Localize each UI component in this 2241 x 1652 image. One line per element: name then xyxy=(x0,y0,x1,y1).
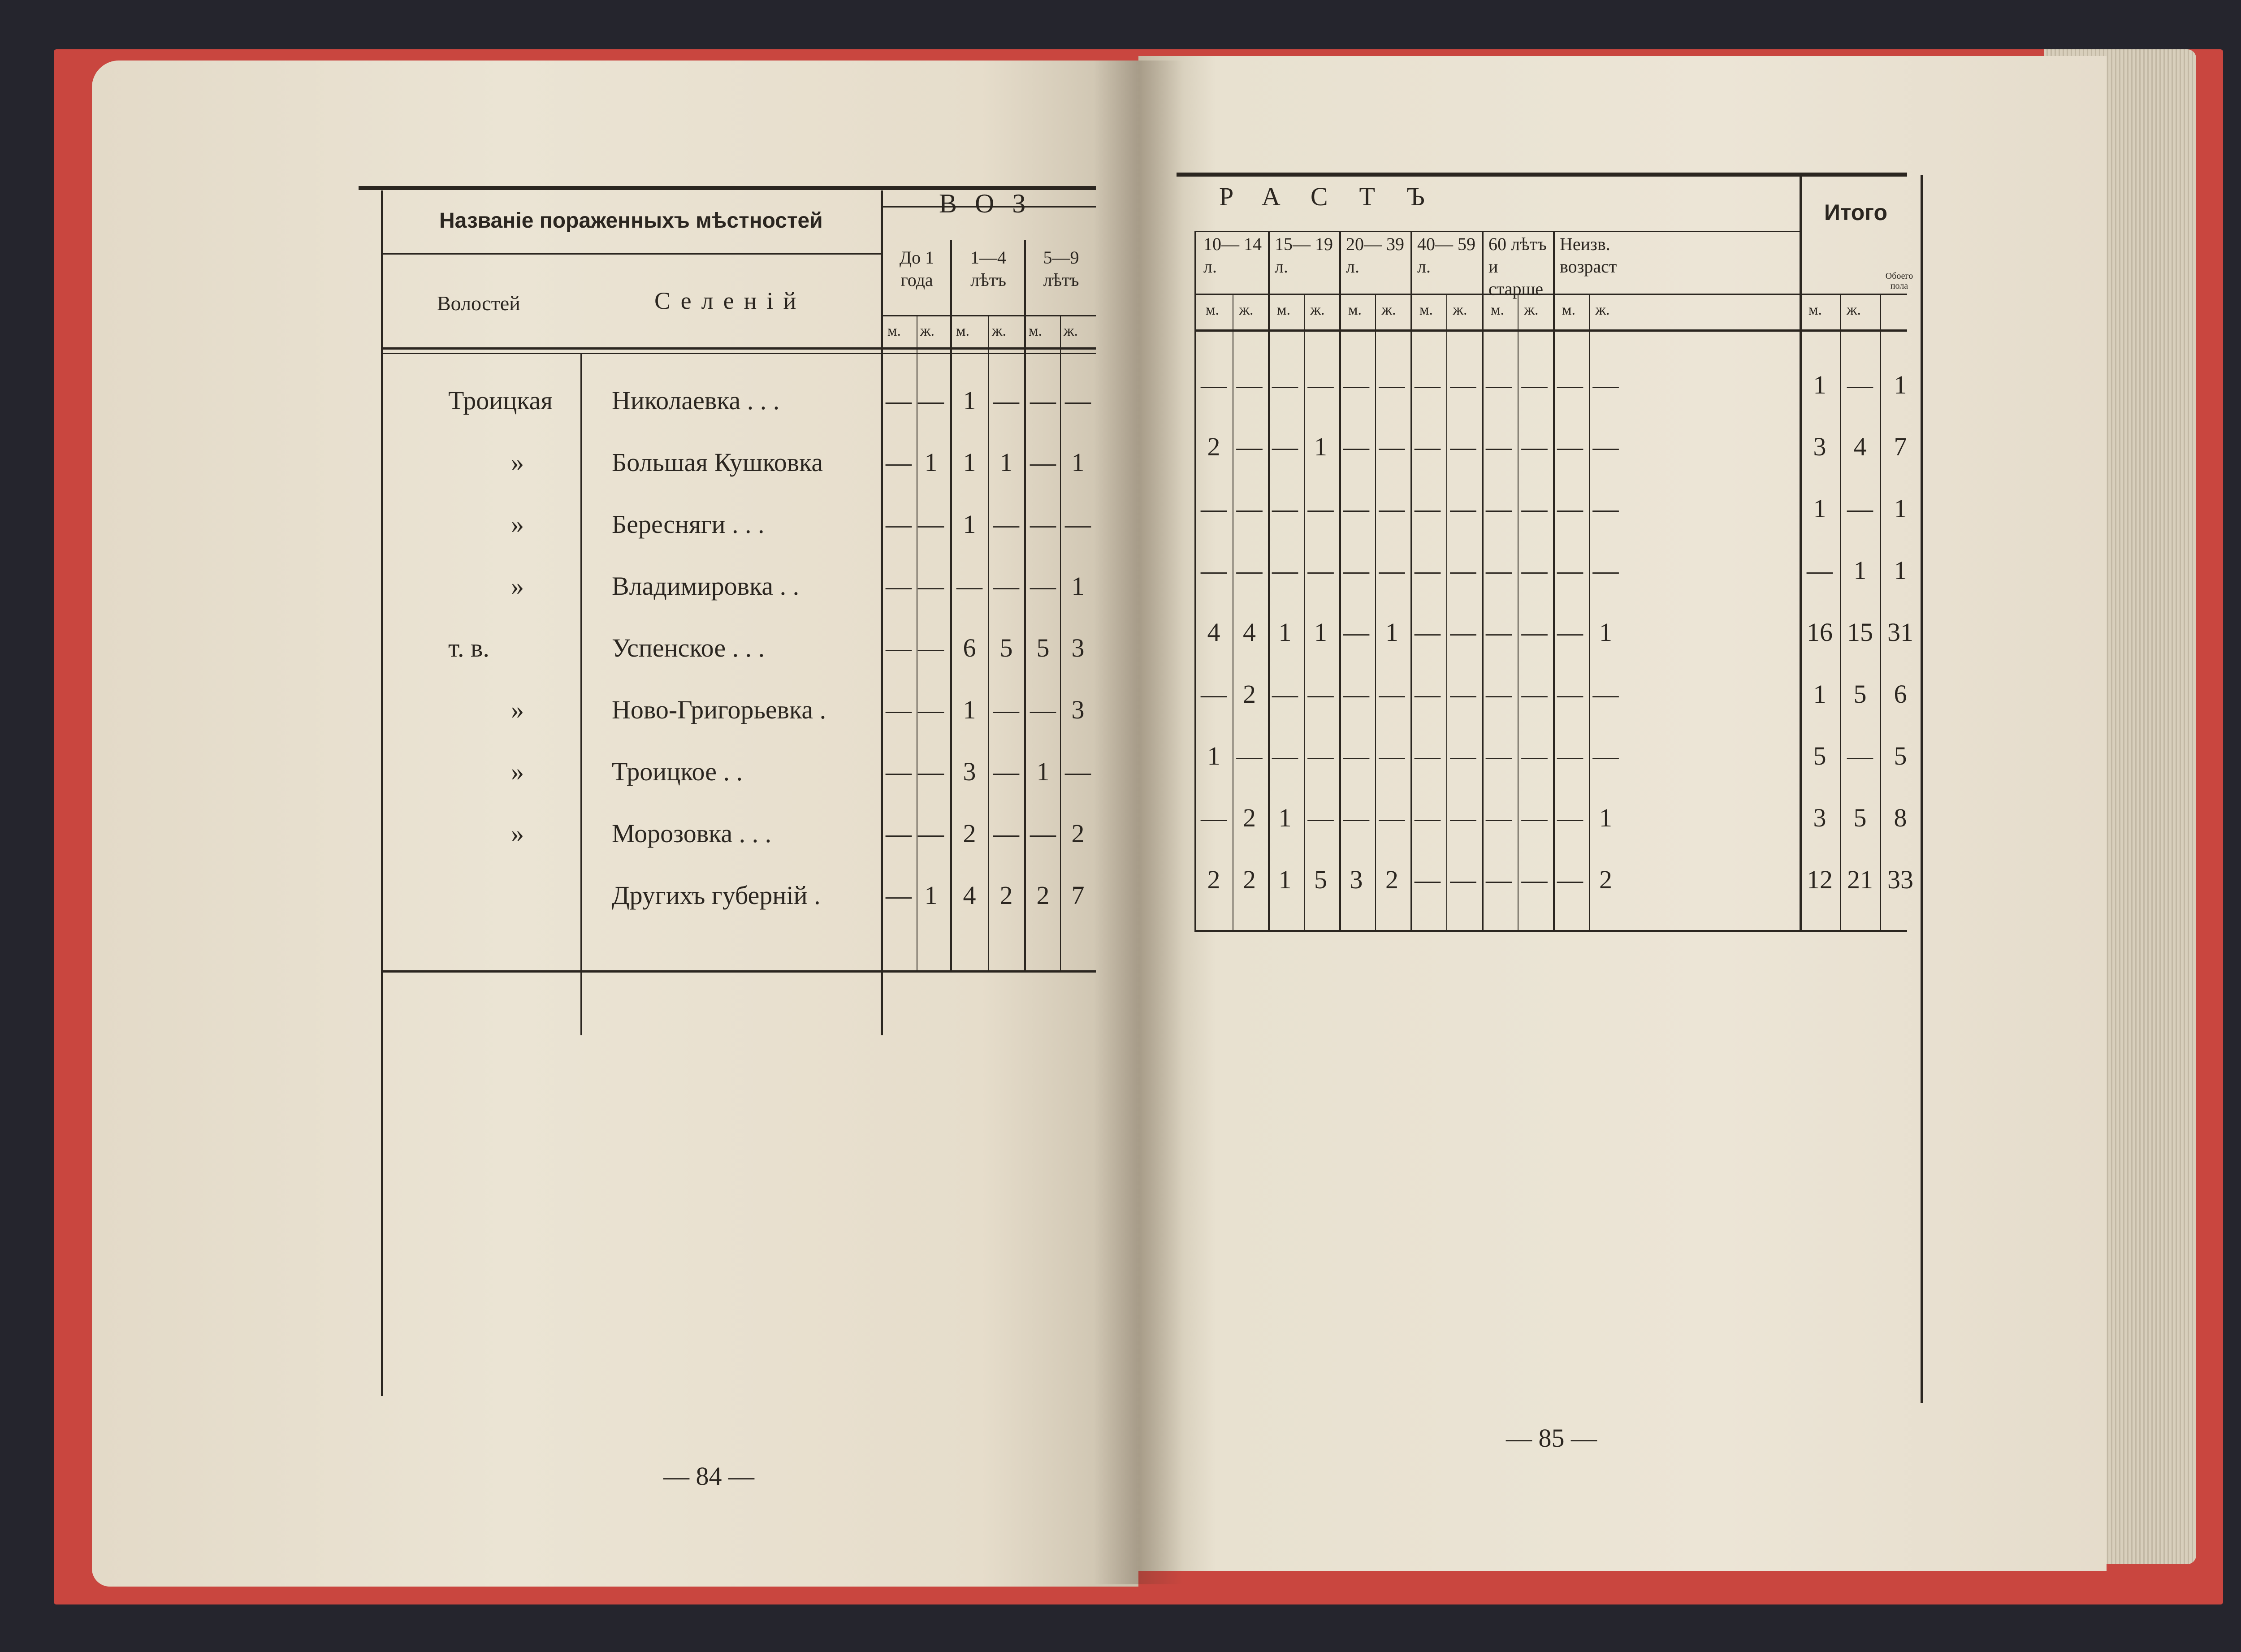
value-cell: — xyxy=(1486,865,1512,894)
value-cell: — xyxy=(1415,679,1441,709)
top-rule xyxy=(1177,173,1907,177)
value-cell: 1 xyxy=(963,386,976,415)
value-cell: 3 xyxy=(1813,803,1826,832)
sex-label: ж. xyxy=(992,323,1006,339)
value-cell: — xyxy=(918,695,944,724)
value-cell: — xyxy=(1343,556,1369,585)
value-cell: — xyxy=(1450,679,1476,709)
value-cell: 1 xyxy=(1278,803,1292,832)
value-cell: — xyxy=(1415,432,1441,461)
value-cell: 1 xyxy=(1314,618,1327,647)
value-cell: 2 xyxy=(1243,679,1256,709)
sex-col-divider xyxy=(1060,316,1061,970)
value-cell: — xyxy=(1343,741,1369,770)
selo-cell: Морозовка . . . xyxy=(612,819,772,848)
value-cell: 4 xyxy=(963,881,976,910)
value-cell: 1 xyxy=(1278,618,1292,647)
value-cell: — xyxy=(993,695,1019,724)
value-cell: — xyxy=(1201,370,1227,399)
value-cell: — xyxy=(1272,494,1298,523)
left-page xyxy=(92,61,1138,1587)
value-cell: 1 xyxy=(1207,741,1220,770)
volost-cell: Троицкая xyxy=(448,386,553,415)
value-cell: — xyxy=(1415,741,1441,770)
value-cell: — xyxy=(1379,432,1405,461)
age-group-header: 1—4 лѣтъ xyxy=(970,247,1006,290)
value-cell: 1 xyxy=(1894,370,1907,399)
value-cell: 1 xyxy=(1894,556,1907,585)
value-cell: — xyxy=(1521,679,1548,709)
value-cell: 3 xyxy=(1071,633,1085,662)
value-cell: — xyxy=(1592,432,1619,461)
value-cell: 1 xyxy=(999,448,1013,477)
total-col-divider xyxy=(1880,294,1881,930)
right-page xyxy=(1138,56,2107,1571)
value-cell: — xyxy=(1379,556,1405,585)
value-cell: 1 xyxy=(1853,556,1867,585)
value-cell: 1 xyxy=(924,448,938,477)
age-group-header: 10— 14 л. xyxy=(1203,234,1262,277)
value-cell: 1 xyxy=(1278,865,1292,894)
value-cell: — xyxy=(1521,432,1548,461)
value-cell: 1 xyxy=(1071,448,1085,477)
value-cell: 1 xyxy=(1599,618,1612,647)
volost-cell: » xyxy=(511,448,524,477)
value-cell: 2 xyxy=(1071,819,1085,848)
value-cell: — xyxy=(993,757,1019,786)
value-cell: — xyxy=(1415,618,1441,647)
volost-cell: т. в. xyxy=(448,633,489,662)
value-cell: — xyxy=(1450,618,1476,647)
value-cell: 2 xyxy=(1599,865,1612,894)
col-header-selo: Селеній xyxy=(654,287,806,314)
value-cell: — xyxy=(1272,370,1298,399)
sex-label: м. xyxy=(956,323,970,339)
value-cell: 21 xyxy=(1847,865,1873,894)
selo-cell: Николаевка . . . xyxy=(612,386,780,415)
value-cell: 3 xyxy=(1071,695,1085,724)
value-cell: — xyxy=(886,633,912,662)
value-cell: — xyxy=(1030,819,1056,848)
value-cell: — xyxy=(993,386,1019,415)
value-cell: — xyxy=(1592,494,1619,523)
value-cell: 3 xyxy=(1350,865,1363,894)
value-cell: 4 xyxy=(1853,432,1867,461)
value-cell: — xyxy=(1379,741,1405,770)
value-cell: — xyxy=(1415,370,1441,399)
value-cell: — xyxy=(886,448,912,477)
sex-label: ж. xyxy=(1595,302,1610,318)
value-cell: 5 xyxy=(1853,803,1867,832)
value-cell: — xyxy=(886,695,912,724)
value-cell: 1 xyxy=(963,695,976,724)
value-cell: — xyxy=(1343,494,1369,523)
left-frame-rule xyxy=(1194,231,1196,930)
value-cell: — xyxy=(1521,618,1548,647)
value-cell: 1 xyxy=(1813,679,1826,709)
value-cell: — xyxy=(918,386,944,415)
value-cell: — xyxy=(1450,432,1476,461)
value-cell: — xyxy=(1486,741,1512,770)
total-col-divider xyxy=(1840,294,1841,930)
sex-col-divider xyxy=(988,316,989,970)
value-cell: — xyxy=(886,510,912,539)
value-cell: — xyxy=(918,571,944,601)
value-cell: — xyxy=(956,571,982,601)
value-cell: — xyxy=(1450,803,1476,832)
selo-cell: Бересняги . . . xyxy=(612,510,765,539)
value-cell: 6 xyxy=(1894,679,1907,709)
value-cell: — xyxy=(1415,803,1441,832)
sex-col-divider xyxy=(1446,294,1447,930)
value-cell: — xyxy=(1379,803,1405,832)
value-cell: 1 xyxy=(1813,370,1826,399)
volost-cell: » xyxy=(511,819,524,848)
value-cell: — xyxy=(1030,571,1056,601)
sex-row-rule xyxy=(883,315,1096,316)
value-cell: 3 xyxy=(1813,432,1826,461)
value-cell: 1 xyxy=(1036,757,1050,786)
value-cell: 1 xyxy=(963,448,976,477)
sex-label: ж. xyxy=(920,323,934,339)
age-group-header: 20— 39 л. xyxy=(1346,234,1404,277)
value-cell: 5 xyxy=(1853,679,1867,709)
value-cell: — xyxy=(1379,370,1405,399)
age-group-header: До 1 года xyxy=(899,247,934,290)
table-title: Названіе пораженныхъ мѣстностей xyxy=(439,209,823,233)
sex-label: ж. xyxy=(1064,323,1078,339)
value-cell: — xyxy=(886,386,912,415)
value-cell: — xyxy=(1030,695,1056,724)
volost-cell: » xyxy=(511,757,524,786)
sex-label: м. xyxy=(1029,323,1043,339)
col-header-volost: Волостей xyxy=(437,292,520,315)
total-header: Итого xyxy=(1824,200,1888,225)
value-cell: — xyxy=(993,819,1019,848)
sex-label: м. xyxy=(1491,302,1505,318)
value-cell: — xyxy=(1236,556,1263,585)
value-cell: — xyxy=(1847,370,1873,399)
volost-cell: » xyxy=(511,571,524,601)
value-cell: — xyxy=(1521,494,1548,523)
value-cell: — xyxy=(918,819,944,848)
value-cell: — xyxy=(1557,741,1583,770)
value-cell: — xyxy=(1557,803,1583,832)
value-cell: — xyxy=(918,633,944,662)
value-cell: 5 xyxy=(1894,741,1907,770)
value-cell: 7 xyxy=(1071,881,1085,910)
sex-label: м. xyxy=(1419,302,1433,318)
selo-cell: Владимировка . . xyxy=(612,571,800,601)
value-cell: — xyxy=(1847,741,1873,770)
value-cell: 1 xyxy=(1314,432,1327,461)
value-cell: — xyxy=(1521,370,1548,399)
value-cell: — xyxy=(886,757,912,786)
value-cell: — xyxy=(1486,494,1512,523)
sex-label: м. xyxy=(1277,302,1291,318)
value-cell: — xyxy=(1272,432,1298,461)
selo-cell: Большая Кушковка xyxy=(612,448,823,477)
value-cell: — xyxy=(1307,556,1334,585)
value-cell: — xyxy=(1450,556,1476,585)
value-cell: 12 xyxy=(1807,865,1833,894)
value-cell: — xyxy=(1521,556,1548,585)
age-group-header: 5—9 лѣтъ xyxy=(1043,247,1079,290)
value-cell: — xyxy=(1807,556,1833,585)
sex-col-divider xyxy=(1375,294,1376,930)
value-cell: — xyxy=(1557,618,1583,647)
value-cell: — xyxy=(1236,741,1263,770)
value-cell: — xyxy=(1847,494,1873,523)
value-cell: — xyxy=(993,510,1019,539)
value-cell: — xyxy=(886,881,912,910)
page-number: — 84 — xyxy=(663,1462,754,1491)
value-cell: 5 xyxy=(999,633,1013,662)
value-cell: 2 xyxy=(999,881,1013,910)
age-banner: РАСТЪ xyxy=(1219,182,1456,211)
value-cell: 1 xyxy=(924,881,938,910)
value-cell: — xyxy=(1415,865,1441,894)
value-cell: 2 xyxy=(1243,865,1256,894)
value-cell: — xyxy=(1272,556,1298,585)
value-cell: — xyxy=(1307,803,1334,832)
value-cell: — xyxy=(1307,494,1334,523)
value-cell: — xyxy=(1030,510,1056,539)
age-group-header: 40— 59 л. xyxy=(1417,234,1475,277)
value-cell: — xyxy=(1272,679,1298,709)
sex-label: ж. xyxy=(1453,302,1467,318)
selo-cell: Ново-Григорьевка . xyxy=(612,695,826,724)
volost-cell: » xyxy=(511,510,524,539)
value-cell: — xyxy=(1521,865,1548,894)
value-cell: — xyxy=(1343,803,1369,832)
value-cell: 2 xyxy=(1385,865,1398,894)
value-cell: 4 xyxy=(1207,618,1220,647)
value-cell: 16 xyxy=(1807,618,1833,647)
value-cell: — xyxy=(1557,556,1583,585)
value-cell: — xyxy=(1030,386,1056,415)
value-cell: — xyxy=(1521,803,1548,832)
header-split-rule xyxy=(381,253,881,255)
value-cell: — xyxy=(1450,865,1476,894)
value-cell: — xyxy=(1201,803,1227,832)
value-cell: — xyxy=(1450,370,1476,399)
table-bottom-rule xyxy=(381,970,1096,973)
total-divider-rule xyxy=(1800,175,1802,932)
age-group-header: Неизв. возраст xyxy=(1560,234,1617,277)
value-cell: — xyxy=(1592,556,1619,585)
value-cell: 2 xyxy=(1207,432,1220,461)
value-cell: — xyxy=(886,571,912,601)
age-col-divider xyxy=(1024,240,1026,970)
value-cell: — xyxy=(1065,510,1091,539)
page-number: — 85 — xyxy=(1506,1423,1597,1453)
sex-label: ж. xyxy=(1847,302,1861,318)
value-cell: 3 xyxy=(963,757,976,786)
value-cell: 8 xyxy=(1894,803,1907,832)
volost-cell: » xyxy=(511,695,524,724)
value-cell: — xyxy=(1486,803,1512,832)
value-cell: — xyxy=(1557,370,1583,399)
value-cell: — xyxy=(1236,432,1263,461)
value-cell: — xyxy=(1236,494,1263,523)
sex-col-divider xyxy=(1589,294,1590,930)
value-cell: — xyxy=(1415,556,1441,585)
value-cell: — xyxy=(1343,618,1369,647)
value-cell: — xyxy=(1592,741,1619,770)
value-cell: — xyxy=(1592,370,1619,399)
value-cell: 5 xyxy=(1036,633,1050,662)
sex-label: м. xyxy=(1348,302,1362,318)
value-cell: — xyxy=(1486,556,1512,585)
value-cell: — xyxy=(1307,679,1334,709)
sex-col-divider xyxy=(1304,294,1305,930)
value-cell: — xyxy=(1201,679,1227,709)
value-cell: 1 xyxy=(1813,494,1826,523)
value-cell: — xyxy=(1307,741,1334,770)
value-cell: — xyxy=(1592,679,1619,709)
value-cell: — xyxy=(1486,679,1512,709)
value-cell: 1 xyxy=(1894,494,1907,523)
value-cell: 1 xyxy=(963,510,976,539)
age-group-header: 15— 19 л. xyxy=(1275,234,1333,277)
value-cell: 1 xyxy=(1385,618,1398,647)
value-cell: 5 xyxy=(1813,741,1826,770)
selo-cell: Троицкое . . xyxy=(612,757,743,786)
value-cell: 4 xyxy=(1243,618,1256,647)
value-cell: 1 xyxy=(1599,803,1612,832)
value-cell: — xyxy=(1343,370,1369,399)
both-sexes-label: Обоего пола xyxy=(1885,271,1913,291)
value-cell: — xyxy=(1343,432,1369,461)
sex-col-divider xyxy=(1518,294,1519,930)
value-cell: — xyxy=(918,510,944,539)
age-col-divider xyxy=(950,240,952,970)
value-cell: — xyxy=(1486,432,1512,461)
value-cell: 6 xyxy=(963,633,976,662)
banner-under-rule xyxy=(1194,231,1800,232)
value-cell: — xyxy=(886,819,912,848)
value-cell: 5 xyxy=(1314,865,1327,894)
value-cell: — xyxy=(1557,679,1583,709)
selo-cell: Другихъ губерній . xyxy=(612,881,821,910)
value-cell: — xyxy=(1030,448,1056,477)
volost-divider xyxy=(580,354,582,1035)
value-cell: — xyxy=(918,757,944,786)
age-banner: ВОЗ xyxy=(939,189,1044,218)
value-cell: — xyxy=(1557,865,1583,894)
value-cell: — xyxy=(1272,741,1298,770)
value-cell: 15 xyxy=(1847,618,1873,647)
value-cell: — xyxy=(993,571,1019,601)
sex-label: ж. xyxy=(1381,302,1396,318)
value-cell: — xyxy=(1201,556,1227,585)
value-cell: — xyxy=(1486,370,1512,399)
value-cell: 33 xyxy=(1887,865,1913,894)
age-group-header: 60 лѣтъ и старше xyxy=(1488,234,1547,299)
value-cell: 2 xyxy=(1036,881,1050,910)
right-frame-rule xyxy=(1921,175,1923,1403)
sex-label: м. xyxy=(1808,302,1822,318)
value-cell: 2 xyxy=(1243,803,1256,832)
value-cell: 1 xyxy=(1071,571,1085,601)
value-cell: 2 xyxy=(963,819,976,848)
value-cell: — xyxy=(1379,494,1405,523)
sex-label: м. xyxy=(1562,302,1576,318)
value-cell: 7 xyxy=(1894,432,1907,461)
value-cell: — xyxy=(1486,618,1512,647)
sex-label: ж. xyxy=(1239,302,1254,318)
value-cell: — xyxy=(1557,494,1583,523)
value-cell: 2 xyxy=(1207,865,1220,894)
value-cell: — xyxy=(1450,494,1476,523)
value-cell: — xyxy=(1201,494,1227,523)
value-cell: 31 xyxy=(1887,618,1913,647)
sex-label: ж. xyxy=(1310,302,1325,318)
sex-label: ж. xyxy=(1524,302,1539,318)
gutter-shadow xyxy=(1094,61,1183,1584)
value-cell: — xyxy=(1415,494,1441,523)
sex-label: м. xyxy=(1206,302,1220,318)
selo-cell: Успенское . . . xyxy=(612,633,765,662)
value-cell: — xyxy=(1307,370,1334,399)
left-frame-rule xyxy=(381,190,383,1396)
value-cell: — xyxy=(1379,679,1405,709)
value-cell: — xyxy=(1065,386,1091,415)
value-cell: — xyxy=(1557,432,1583,461)
value-cell: — xyxy=(1065,757,1091,786)
value-cell: — xyxy=(1343,679,1369,709)
value-cell: — xyxy=(1450,741,1476,770)
sex-label: м. xyxy=(887,323,901,339)
value-cell: — xyxy=(1521,741,1548,770)
value-cell: — xyxy=(1236,370,1263,399)
